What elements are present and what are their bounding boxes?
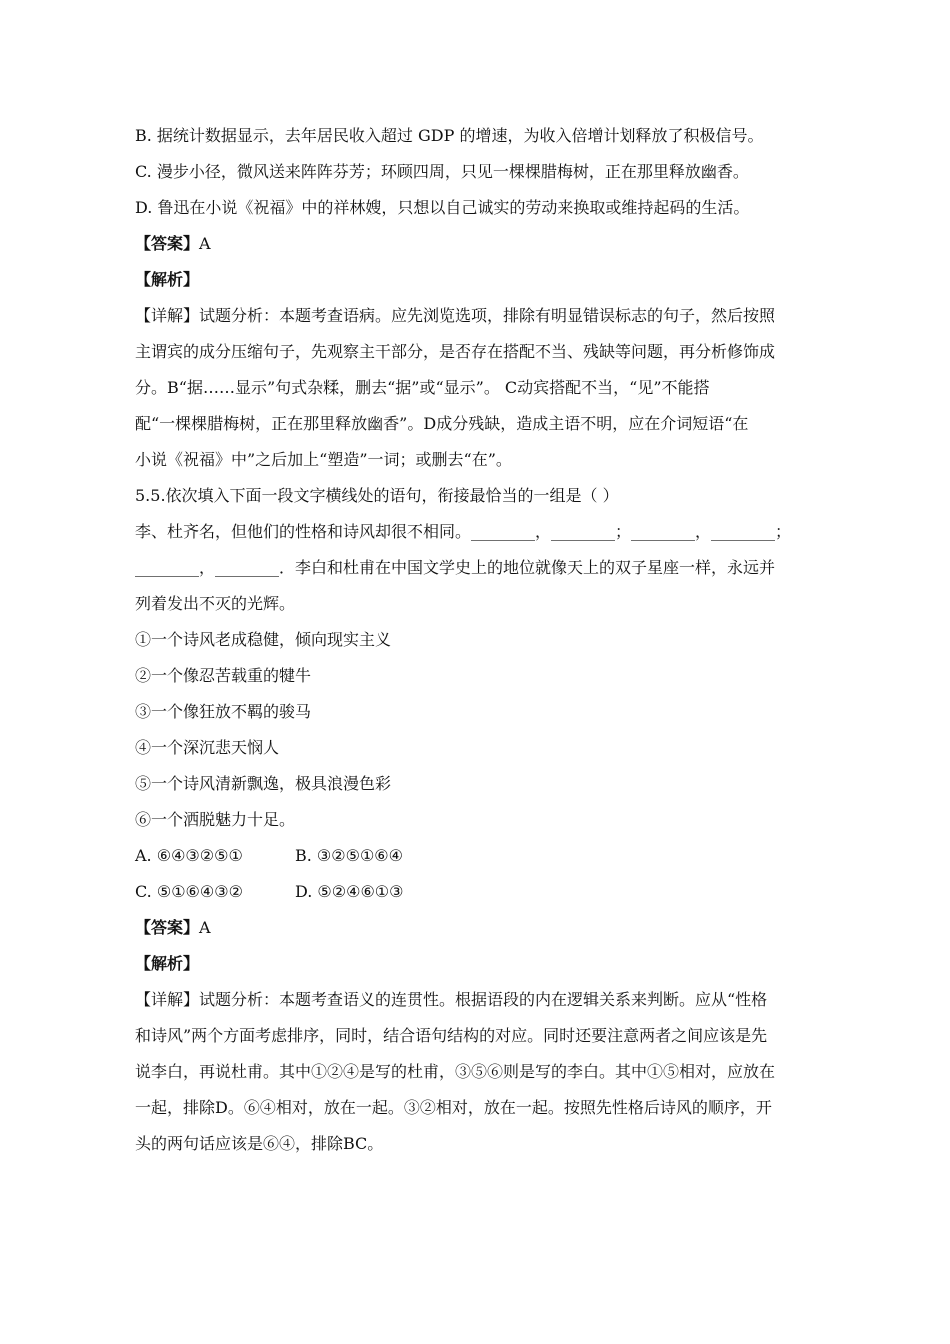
q5-item: ⑥一个洒脱魅力十足。 [135,810,296,829]
q4-option-d: D. 鲁迅在小说《祝福》中的祥林嫂，只想以自己诚实的劳动来换取或维持起码的生活。 [135,198,750,217]
q5-passage-line: ________，________．李白和杜甫在中国文学史上的地位就像天上的双子星座一样，永远并 [135,558,776,577]
q5-detail-line: 头的两句话应该是⑥④，排除BC。 [135,1134,384,1153]
q5-detail-line: 【详解】试题分析：本题考查语义的连贯性。根据语段的内在逻辑关系来判断。应从“性格 [135,990,768,1009]
q5-item: ⑤一个诗风清新飘逸，极具浪漫色彩 [135,774,392,793]
q5-title: 5.5.依次填入下面一段文字横线处的语句，衔接最恰当的一组是（ ） [135,486,619,505]
q4-analysis-label: 【解析】 [135,270,200,289]
q4-detail-line: 主谓宾的成分压缩句子，先观察主干部分，是否存在搭配不当、残缺等问题，再分析修饰成 [135,342,776,361]
q5-answer-value: A [199,918,211,937]
q5-item: ④一个深沉悲天悯人 [135,738,280,757]
q4-detail-line: 配“一棵棵腊梅树，正在那里释放幽香”。D成分残缺，造成主语不明，应在介词短语“在 [135,414,749,433]
q5-choice-d: D. ⑤②④⑥①③ [295,882,404,901]
q4-answer [135,226,815,262]
document-content [135,118,815,1162]
q4-detail-line: 小说《祝福》中”之后加上“塑造”一词；或删去“在”。 [135,450,512,469]
q5-choices-row-1 [135,838,815,874]
q5-answer-label: 【答案】 [135,918,200,937]
q5-analysis-label: 【解析】 [135,954,200,973]
q5-passage-line: 李、杜齐名，但他们的性格和诗风却很不相同。________，________；________，________； [135,522,792,541]
q4-detail-line: 【详解】试题分析：本题考查语病。应先浏览选项，排除有明显错误标志的句子，然后按照 [135,306,776,325]
q4-option-b: B. 据统计数据显示，去年居民收入超过 GDP 的增速，为收入倍增计划释放了积极信号。 [135,126,764,145]
q4-answer-label: 【答案】 [135,234,200,253]
q4-detail-line: 分。B“据……显示”句式杂糅，删去“据”或“显示”。 C动宾搭配不当，“见”不能搭 [135,378,710,397]
q5-detail-line: 和诗风”两个方面考虑排序，同时，结合语句结构的对应。同时还要注意两者之间应该是先 [135,1026,768,1045]
q5-choice-a: A. ⑥④③②⑤① [135,846,243,865]
q4-answer-value: A [199,234,211,253]
q5-detail-line: 说李白，再说杜甫。其中①②④是写的杜甫，③⑤⑥则是写的李白。其中①⑤相对，应放在 [135,1062,776,1081]
q4-option-c: C. 漫步小径，微风送来阵阵芬芳；环顾四周，只见一棵棵腊梅树，正在那里释放幽香。 [135,162,749,181]
q5-item: ③一个像狂放不羁的骏马 [135,702,312,721]
q5-passage-line: 列着发出不灭的光辉。 [135,594,296,613]
q5-choices-row-2 [135,874,815,910]
q5-item: ①一个诗风老成稳健，倾向现实主义 [135,630,392,649]
q5-item: ②一个像忍苦载重的犍牛 [135,666,312,685]
q5-answer [135,910,815,946]
q5-choice-c: C. ⑤①⑥④③② [135,882,243,901]
q5-choice-b: B. ③②⑤①⑥④ [295,846,403,865]
q5-detail-line: 一起，排除D。⑥④相对，放在一起。③②相对，放在一起。按照先性格后诗风的顺序，开 [135,1098,772,1117]
